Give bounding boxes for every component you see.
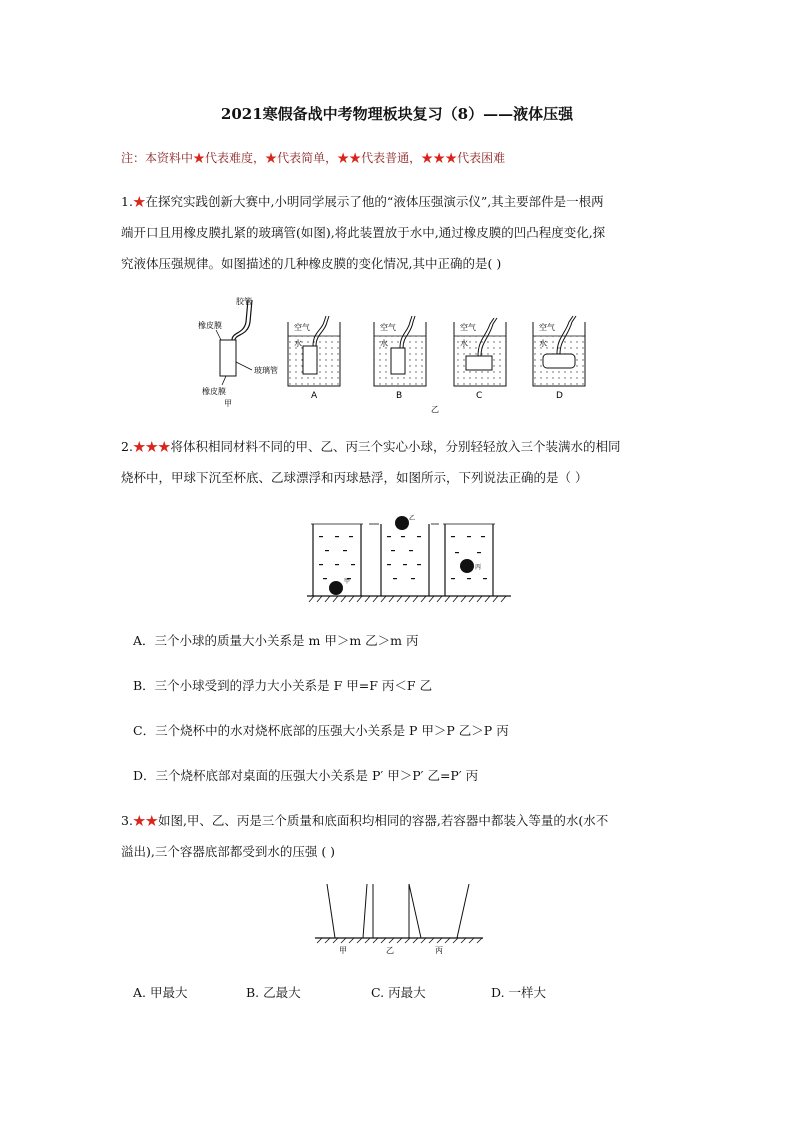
container-jia-label: 甲	[339, 946, 347, 955]
q3-option-b[interactable]: B. 乙最大	[246, 985, 301, 1000]
question-3-line-1: 3.★★如图,甲、乙、丙是三个质量和底面积均相同的容器,若容器中都装入等量的水(水不	[121, 813, 609, 828]
label-air: 空气	[294, 323, 310, 332]
label-water: 水	[539, 339, 547, 348]
q2-option-c[interactable]: C．三个烧杯中的水对烧杯底部的压强大小关系是 P 甲＞P 乙＞P 丙	[133, 723, 509, 738]
question-2	[121, 431, 681, 493]
question-1-line-2: 端开口且用橡皮膜扎紧的玻璃管(如图),将此装置放于水中,通过橡皮膜的凹凸程度变化,探	[121, 225, 606, 240]
difficulty-note: 注：本资料中★代表难度，★代表简单，★★代表普通，★★★代表困难	[121, 151, 506, 165]
question-1-line-3: 究液体压强规律。如图描述的几种橡皮膜的变化情况,其中正确的是( )	[121, 256, 502, 271]
q3-option-c[interactable]: C. 丙最大	[371, 985, 426, 1000]
ball-yi-label: 乙	[409, 515, 416, 522]
cup-c	[454, 318, 506, 401]
label-air: 空气	[460, 323, 476, 332]
star-icon: ★★	[132, 813, 158, 828]
container-bing-label: 丙	[435, 946, 443, 955]
label-air: 空气	[380, 323, 396, 332]
q1-figure	[198, 292, 528, 417]
label-tube: 胶管	[236, 297, 252, 306]
question-3	[121, 805, 681, 867]
container-yi-label: 乙	[386, 946, 394, 955]
ball-jia-label: 甲	[344, 578, 351, 585]
q2-option-b[interactable]: B．三个小球受到的浮力大小关系是 F 甲=F 丙＜F 乙	[133, 678, 433, 693]
question-1	[121, 186, 681, 279]
q3-option-d[interactable]: D. 一样大	[491, 985, 547, 1000]
label-jia: 甲	[224, 399, 232, 408]
star-icon: ★	[193, 151, 206, 165]
label-glass: 玻璃管	[254, 366, 278, 375]
label-water: 水	[294, 339, 302, 348]
cup-label-d: D	[556, 391, 563, 401]
ball-bing-label: 丙	[475, 564, 482, 571]
label-membrane-bottom: 橡皮膜	[202, 387, 226, 396]
label-water: 水	[380, 339, 388, 348]
star-icon: ★★★	[421, 151, 458, 165]
star-icon: ★★★	[132, 439, 171, 454]
label-air: 空气	[539, 323, 555, 332]
cup-b	[374, 316, 426, 401]
question-1-line-1: 1.★在探究实践创新大赛中,小明同学展示了他的“液体压强演示仪”,其主要部件是一根两	[121, 194, 604, 209]
question-2-line-2: 烧杯中，甲球下沉至杯底、乙球漂浮和丙球悬浮，如图所示，下列说法正确的是（ ）	[121, 470, 588, 485]
label-water: 水	[460, 339, 468, 348]
page-title: 2021寒假备战中考物理板块复习（8）——液体压强	[220, 105, 574, 123]
q3-figure	[313, 880, 488, 958]
demo-device	[198, 296, 278, 408]
cup-a	[288, 316, 340, 401]
q1-figure-cup-d	[527, 292, 597, 407]
cup-label-b: B	[396, 391, 403, 401]
star-icon: ★★	[337, 151, 362, 165]
q2-figure	[305, 512, 515, 604]
star-icon: ★	[132, 194, 146, 209]
q3-option-a[interactable]: A. 甲最大	[133, 985, 188, 1000]
question-2-line-1: 2.★★★将体积相同材料不同的甲、乙、丙三个实心小球，分别轻轻放入三个装满水的相同	[121, 439, 621, 454]
cup-label-a: A	[311, 391, 318, 401]
cup-label-c: C	[476, 391, 483, 401]
question-3-line-2: 溢出),三个容器底部都受到水的压强 ( )	[121, 844, 336, 859]
q2-option-a[interactable]: A．三个小球的质量大小关系是 m 甲＞m 乙＞m 丙	[133, 633, 419, 648]
star-icon: ★	[265, 151, 278, 165]
label-membrane-top: 橡皮膜	[198, 321, 222, 330]
q2-option-d[interactable]: D．三个烧杯底部对桌面的压强大小关系是 P′ 甲＞P′ 乙=P′ 丙	[133, 768, 479, 783]
label-yi: 乙	[431, 405, 439, 414]
